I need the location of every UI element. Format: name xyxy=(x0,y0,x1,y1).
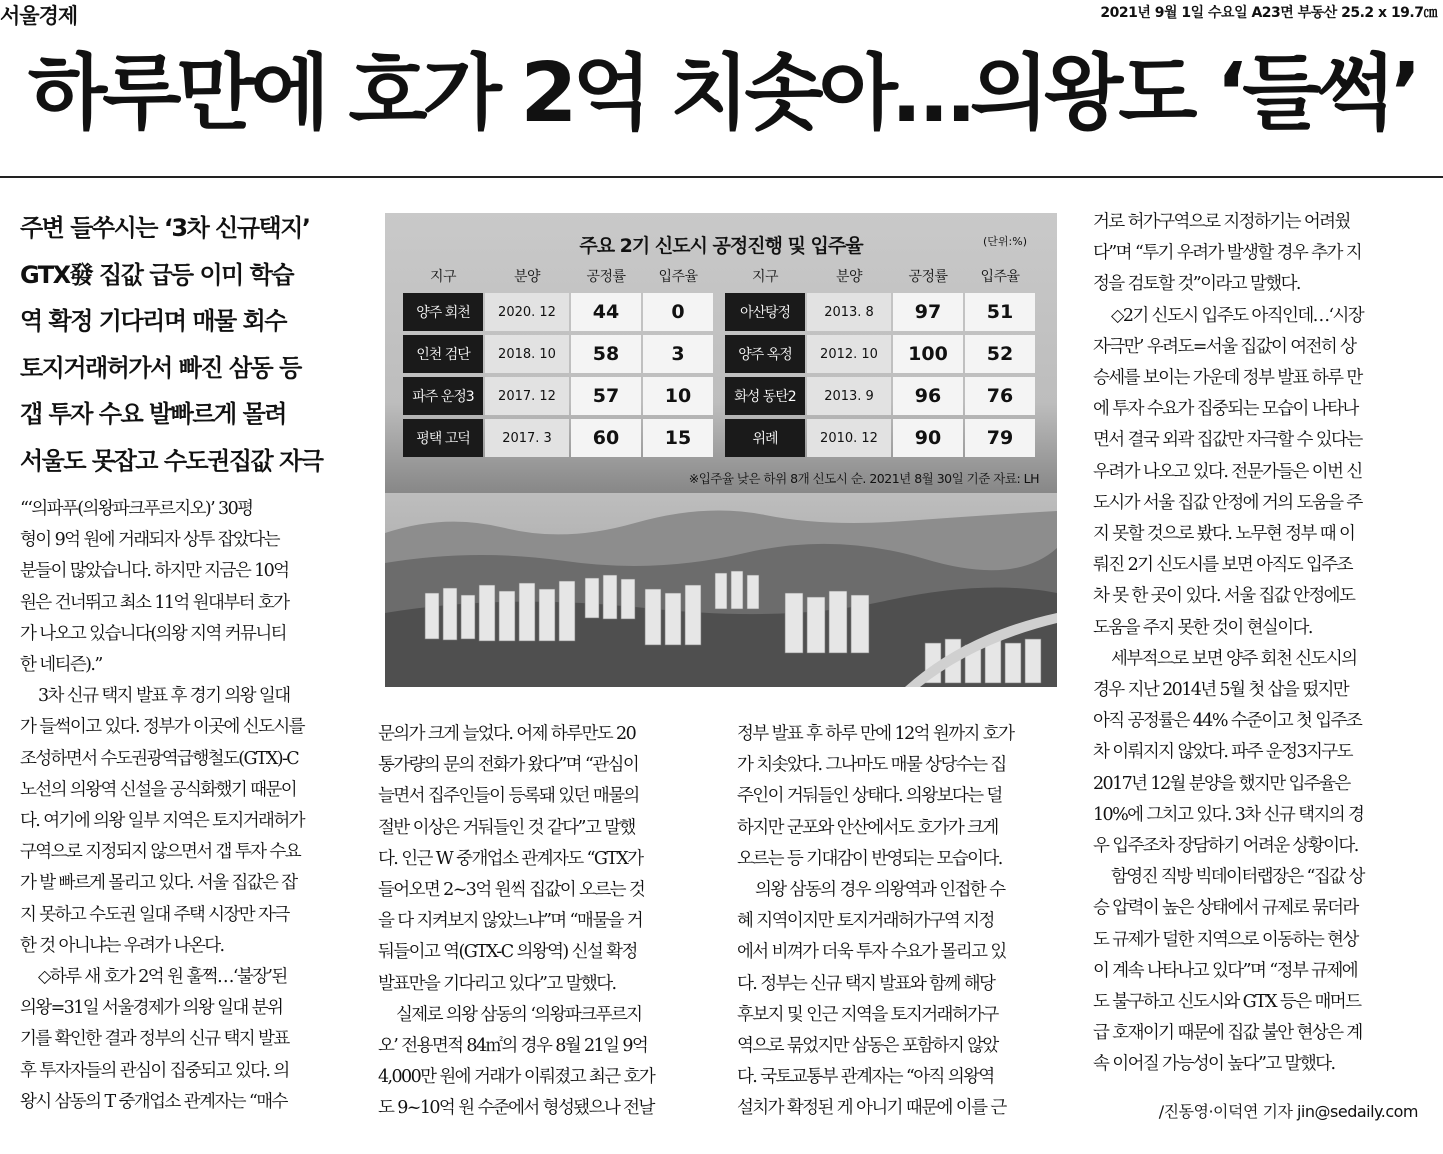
text-line: 하지만 군포와 안산에서도 호가가 크게 xyxy=(737,817,998,838)
text-line: 에서 비껴가 더욱 투자 수요가 몰리고 있 xyxy=(737,942,1006,963)
column-gap xyxy=(715,377,723,415)
text-line: 오르는 등 기대감이 반영되는 모습이다. xyxy=(737,848,1002,869)
text-line: 의왕=31일 서울경제가 의왕 일대 분위 xyxy=(20,998,283,1019)
graphic-title: 주요 2기 신도시 공정진행 및 입주율 xyxy=(579,235,863,257)
text-line: 왕시 삼동의 T 중개업소 관계자는 “매수 xyxy=(20,1091,287,1112)
column-gap xyxy=(715,335,723,373)
text-line: 지 못할 것으로 봤다. 노무현 정부 때 이 xyxy=(1093,524,1355,545)
article-column-1 xyxy=(20,494,345,1118)
text-line: 면서 결국 외곽 집값만 자극할 수 있다는 xyxy=(1093,430,1362,451)
text-line: 후 투자자들의 관심이 집중되고 있다. 의 xyxy=(20,1060,289,1081)
text-line: 통가량의 문의 전화가 왔다”며 “관심이 xyxy=(378,755,639,776)
text-line: 경우 지난 2014년 5월 첫 삽을 떴지만 xyxy=(1093,680,1349,701)
occupancy-cell: 52 xyxy=(965,335,1035,373)
text-line: 다. 인근 W 중개업소 관계자도 “GTX가 xyxy=(378,848,643,869)
graphic-unit: (단위:%) xyxy=(983,235,1027,248)
district-cell: 평택 고덕 xyxy=(403,419,483,457)
text-line: 2017년 12월 분양을 했지만 입주율은 xyxy=(1093,773,1350,794)
text-line: 다. 정부는 신규 택지 발표와 함께 해당 xyxy=(737,973,995,994)
construction-occupancy-table xyxy=(401,259,1037,461)
text-line: 우 입주조차 장담하기 어려운 상황이다. xyxy=(1093,836,1358,857)
text-line: 의왕 삼동의 경우 의왕역과 인접한 수 xyxy=(755,880,1005,901)
text-line: ◇하루 새 호가 2억 원 훌쩍…‘불장’된 xyxy=(38,967,287,988)
column-gap xyxy=(715,293,723,331)
district-cell: 인천 검단 xyxy=(403,335,483,373)
text-line: 도시가 서울 집값 안정에 거의 도움을 주 xyxy=(1093,492,1362,513)
text-line: 급 호재이기 때문에 집값 불안 현상은 계 xyxy=(1093,1023,1362,1044)
sale-date-cell: 2010. 12 xyxy=(807,419,891,457)
article-column-4 xyxy=(1093,207,1418,1081)
progress-cell: 90 xyxy=(893,419,963,457)
text-line: 도 규제가 덜한 지역으로 이동하는 현상 xyxy=(1093,929,1358,950)
occupancy-cell: 0 xyxy=(643,293,713,331)
graphic-footnote: ※입주율 낮은 하위 8개 신도시 순. 2021년 8월 30일 기준 자료: LH xyxy=(688,471,1039,486)
text-line: 후보지 및 인근 지역을 토지거래허가구 xyxy=(737,1004,998,1025)
text-line: 혜 지역이지만 토지거래허가구역 지정 xyxy=(737,911,994,932)
text-line: 4,000만 원에 거래가 이뤄졌고 최근 호가 xyxy=(378,1067,655,1088)
table-row xyxy=(403,335,1035,373)
table-header-row xyxy=(403,263,1035,289)
header-cell: 지구 xyxy=(751,269,779,285)
progress-cell: 100 xyxy=(893,335,963,373)
text-line: 가 발 빠르게 몰리고 있다. 서울 집값은 잡 xyxy=(20,873,297,894)
text-line: 속 이어질 가능성이 높다”고 말했다. xyxy=(1093,1054,1335,1075)
text-line: 가 들썩이고 있다. 정부가 이곳에 신도시를 xyxy=(20,717,304,738)
text-line: 지 못하고 수도권 일대 주택 시장만 자극 xyxy=(20,904,289,925)
text-line: 다. 여기에 의왕 일부 지역은 토지거래허가 xyxy=(20,811,304,832)
text-line: 형이 9억 원에 거래되자 상투 잡았다는 xyxy=(20,530,279,551)
text-line: 승 압력이 높은 상태에서 규제로 묶더라 xyxy=(1093,898,1358,919)
sale-date-cell: 2017. 12 xyxy=(485,377,569,415)
text-line: 분들이 많았습니다. 하지만 지금은 10억 xyxy=(20,561,289,582)
text-line: 정을 검토할 것”이라고 말했다. xyxy=(1093,274,1300,295)
progress-cell: 57 xyxy=(571,377,641,415)
sale-date-cell: 2013. 8 xyxy=(807,293,891,331)
header-cell: 분양 xyxy=(835,269,863,285)
headline: 하루만에 호가 2억 치솟아…의왕도 ‘들썩’ xyxy=(28,46,1417,141)
subhead: GTX發 집값 급등 이미 학습 xyxy=(20,260,294,289)
district-cell: 화성 동탄2 xyxy=(725,377,805,415)
text-line: 원은 건너뛰고 최소 11억 원대부터 호가 xyxy=(20,592,289,613)
header-cell: 분양 xyxy=(513,269,541,285)
district-cell: 양주 회천 xyxy=(403,293,483,331)
text-line: 절반 이상은 거둬들인 것 같다”고 말했 xyxy=(378,817,635,838)
header-cell: 입주율 xyxy=(658,269,698,285)
text-line: 아직 공정률은 44% 수준이고 첫 입주조 xyxy=(1093,711,1362,732)
subhead: 토지거래허가서 빠진 삼동 등 xyxy=(20,353,301,382)
text-line: 기를 확인한 결과 정부의 신규 택지 발표 xyxy=(20,1029,289,1050)
subhead: 서울도 못잡고 수도권집값 자극 xyxy=(20,446,323,475)
text-line: 에 투자 수요가 집중되는 모습이 나타나 xyxy=(1093,399,1358,420)
text-line: 가 치솟았다. 그나마도 매물 상당수는 집 xyxy=(737,755,1006,776)
text-line: 함영진 직방 빅데이터랩장은 “집값 상 xyxy=(1111,867,1364,888)
occupancy-cell: 10 xyxy=(643,377,713,415)
text-line: 자극만’ 우려도=서울 집값이 여전히 상 xyxy=(1093,336,1356,357)
sale-date-cell: 2012. 10 xyxy=(807,335,891,373)
progress-cell: 97 xyxy=(893,293,963,331)
apartment-complex-photo xyxy=(385,493,1057,687)
subhead: 갭 투자 수요 발빠르게 몰려 xyxy=(20,400,286,428)
district-cell: 파주 운정3 xyxy=(403,377,483,415)
text-line: 도 불구하고 신도시와 GTX 등은 매머드 xyxy=(1093,992,1361,1013)
text-line: 한 네티즌).” xyxy=(20,655,102,676)
text-line: 문의가 크게 늘었다. 어제 하루만도 20 xyxy=(378,724,636,744)
text-line: 조성하면서 수도권광역급행철도(GTX)-C xyxy=(20,748,299,769)
text-line: 주인이 거둬들인 상태다. 의왕보다는 덜 xyxy=(737,786,1002,807)
progress-cell: 58 xyxy=(571,335,641,373)
column-gap xyxy=(715,263,723,289)
text-line: 3차 신규 택지 발표 후 경기 의왕 일대 xyxy=(38,686,290,707)
text-line: 을 다 지켜보지 않았느냐”며 “매물을 거 xyxy=(378,911,643,932)
text-line: 노선의 의왕역 신설을 공식화했기 때문이 xyxy=(20,779,297,800)
subheads xyxy=(20,205,370,484)
text-line: 들어오면 2~3억 원씩 집값이 오르는 것 xyxy=(378,880,645,901)
sale-date-cell: 2018. 10 xyxy=(485,335,569,373)
dateline: 2021년 9월 1일 수요일 A23면 부동산 25.2 x 19.7㎝ xyxy=(1100,5,1437,21)
table-row xyxy=(403,293,1035,331)
masthead: 서울경제 xyxy=(0,4,78,28)
text-line: 다”며 “투기 우려가 발생할 경우 추가 지 xyxy=(1093,243,1362,264)
text-line: 실제로 의왕 삼동의 ‘의왕파크푸르지 xyxy=(396,1004,642,1025)
occupancy-cell: 79 xyxy=(965,419,1035,457)
subhead: 주변 들쑤시는 ‘3차 신규택지’ xyxy=(20,214,310,242)
text-line: 가 나오고 있습니다(의왕 지역 커뮤니티 xyxy=(20,623,286,644)
text-line: 한 것 아니냐는 우려가 나온다. xyxy=(20,935,224,956)
text-line: 10%에 그치고 있다. 3차 신규 택지의 경 xyxy=(1093,804,1364,825)
text-line: 오’ 전용면적 84㎡의 경우 8월 21일 9억 xyxy=(378,1036,648,1057)
sale-date-cell: 2020. 12 xyxy=(485,293,569,331)
district-cell: 양주 옥정 xyxy=(725,335,805,373)
occupancy-cell: 15 xyxy=(643,419,713,457)
header-cell: 지구 xyxy=(429,269,457,285)
table-row xyxy=(403,377,1035,415)
text-line: 늘면서 집주인들이 등록돼 있던 매물의 xyxy=(378,786,639,807)
column-gap xyxy=(715,419,723,457)
text-line: 차 이뤄지지 않았다. 파주 운정3지구도 xyxy=(1093,742,1352,763)
text-line: 승세를 보이는 가운데 정부 발표 하루 만 xyxy=(1093,368,1362,389)
headline-rule xyxy=(0,176,1443,178)
text-line: 세부적으로 보면 양주 회천 신도시의 xyxy=(1111,648,1357,669)
text-line: 둬들이고 역(GTX-C 의왕역) 신설 확정 xyxy=(378,942,637,963)
progress-cell: 44 xyxy=(571,293,641,331)
text-line: ◇2기 신도시 입주도 아직인데…‘시장 xyxy=(1111,305,1364,326)
header-cell: 공정률 xyxy=(908,269,948,285)
article-column-2 xyxy=(378,719,703,1125)
text-line: 발표만을 기다리고 있다”고 말했다. xyxy=(378,973,616,994)
byline: /진동영·이덕연 기자 jin@sedaily.com xyxy=(1158,1102,1418,1121)
subhead: 역 확정 기다리며 매물 회수 xyxy=(20,307,286,335)
occupancy-cell: 76 xyxy=(965,377,1035,415)
district-cell: 위례 xyxy=(725,419,805,457)
text-line: 구역으로 지정되지 않으면서 갭 투자 수요 xyxy=(20,842,300,863)
table-row xyxy=(403,419,1035,457)
header-cell: 공정률 xyxy=(586,269,626,285)
text-line: 이 계속 나타나고 있다”며 “정부 규제에 xyxy=(1093,960,1358,981)
text-line: 도움을 주지 못한 것이 현실이다. xyxy=(1093,617,1312,638)
infographic xyxy=(385,213,1057,687)
text-line: “‘의파푸(의왕파크푸르지오)’ 30평 xyxy=(20,499,253,519)
text-line: 도 9~10억 원 수준에서 형성됐으나 전날 xyxy=(378,1098,654,1119)
text-line: 다. 국토교통부 관계자는 “아직 의왕역 xyxy=(737,1067,994,1088)
text-line: 차 못 한 곳이 있다. 서울 집값 안정에도 xyxy=(1093,586,1355,607)
progress-cell: 60 xyxy=(571,419,641,457)
occupancy-cell: 51 xyxy=(965,293,1035,331)
text-line: 정부 발표 후 하루 만에 12억 원까지 호가 xyxy=(737,724,1014,744)
text-line: 설치가 확정된 게 아니기 때문에 이를 근 xyxy=(737,1098,1006,1119)
occupancy-cell: 3 xyxy=(643,335,713,373)
district-cell: 아산탕정 xyxy=(725,293,805,331)
text-line: 뤄진 2기 신도시를 보면 아직도 입주조 xyxy=(1093,555,1352,576)
text-line: 거로 허가구역으로 지정하기는 어려웠 xyxy=(1093,212,1350,232)
article-column-3 xyxy=(737,719,1062,1125)
text-line: 역으로 묶었지만 삼동은 포함하지 않았 xyxy=(737,1036,998,1057)
sale-date-cell: 2017. 3 xyxy=(485,419,569,457)
progress-cell: 96 xyxy=(893,377,963,415)
sale-date-cell: 2013. 9 xyxy=(807,377,891,415)
header-cell: 입주율 xyxy=(980,269,1020,285)
text-line: 우려가 나오고 있다. 전문가들은 이번 신 xyxy=(1093,461,1362,482)
